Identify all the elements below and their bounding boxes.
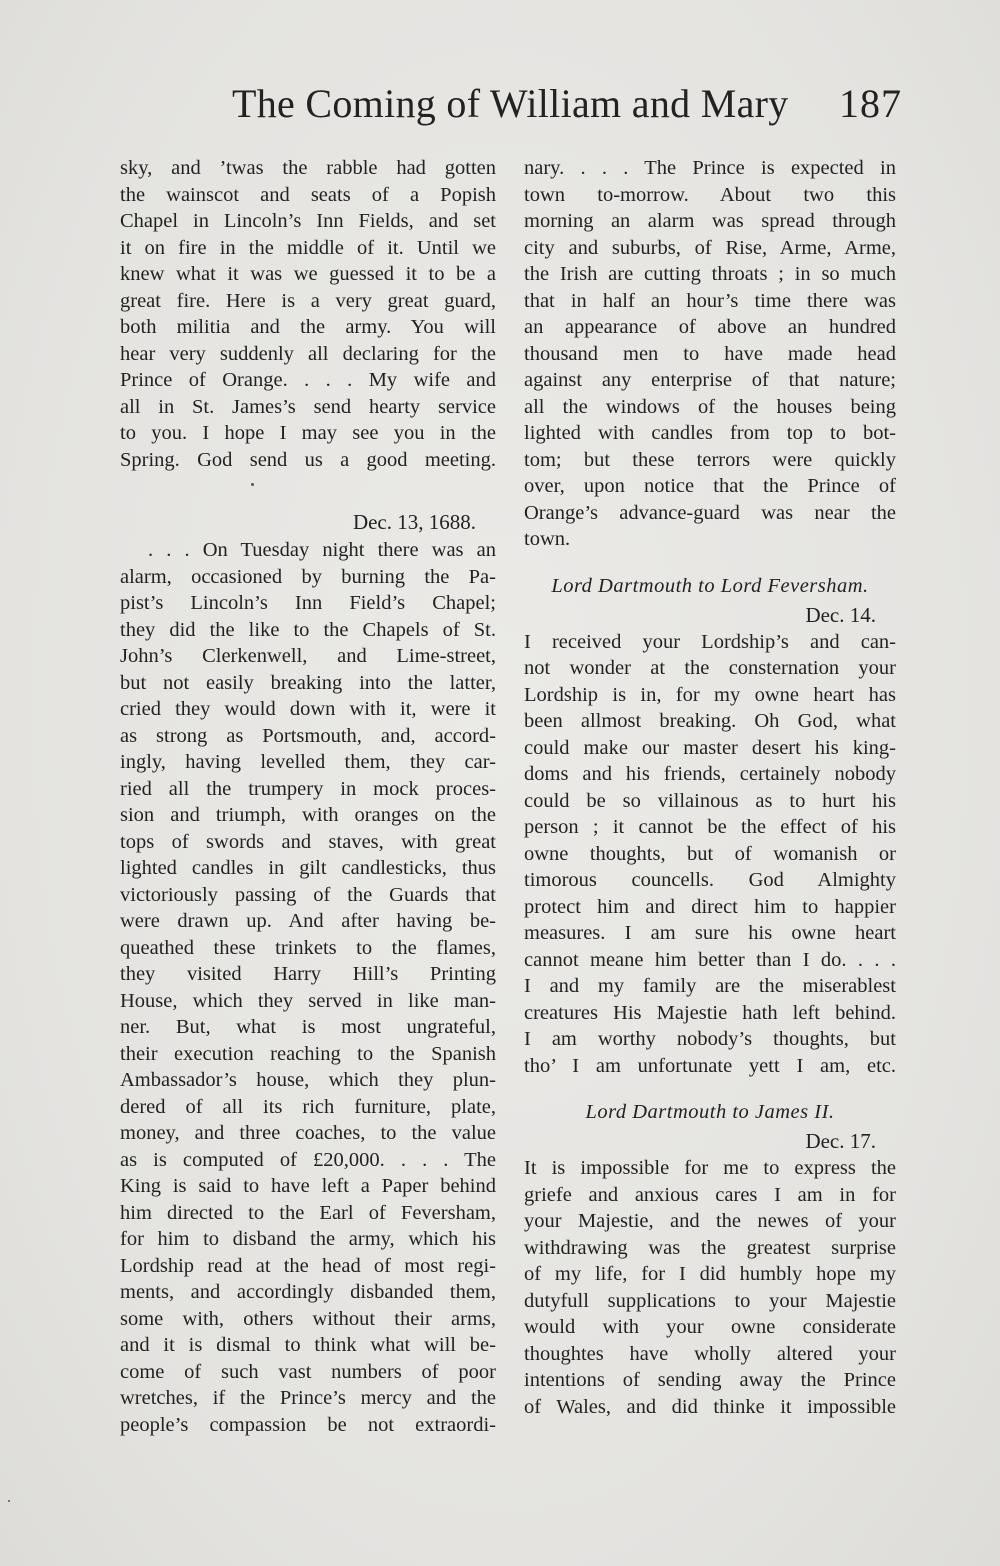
text-line: town. bbox=[524, 528, 571, 550]
letter-date: Dec. 13, 1688. bbox=[352, 510, 476, 534]
text-line: for him to disband the army, which his bbox=[120, 1228, 496, 1250]
running-head bbox=[232, 80, 902, 140]
text-line: of Wales, and did thinke it impossible bbox=[524, 1395, 896, 1418]
text-line: been allmost breaking. Oh God, what bbox=[524, 710, 896, 732]
text-line: but not easily breaking into the latter, bbox=[120, 671, 496, 694]
text-line: thousand men to have made head bbox=[524, 342, 896, 365]
text-line: would with your owne considerate bbox=[524, 1316, 896, 1338]
text-line: could make our master desert his king- bbox=[524, 736, 896, 759]
text-line: dered of all its rich furniture, plate, bbox=[120, 1095, 496, 1118]
text-line: both militia and the army. You will bbox=[120, 316, 496, 338]
text-line: cannot meane him better than I do. . . . bbox=[524, 948, 896, 971]
chapter-title: The Coming of William and Mary bbox=[232, 81, 789, 126]
section-gap bbox=[524, 553, 896, 571]
text-line: tho’ I am unfortunate yett I am, etc. bbox=[524, 1054, 896, 1077]
text-line: town to-morrow. About two this bbox=[524, 183, 896, 206]
text-line: city and suburbs, of Rise, Arme, Arme, bbox=[524, 236, 896, 259]
text-line: tom; but these terrors were quickly bbox=[524, 448, 896, 471]
text-line: Prince of Orange. . . . My wife and bbox=[120, 369, 496, 391]
text-line: creatures His Majestie hath left behind. bbox=[524, 1001, 896, 1024]
text-line: could be so villainous as to hurt his bbox=[524, 789, 896, 812]
letter-heading-dartmouth-james: Lord Dartmouth to James II. bbox=[585, 1101, 835, 1123]
text-line: come of such vast numbers of poor bbox=[120, 1360, 496, 1383]
page-number: 187 bbox=[839, 81, 902, 126]
text-line: Spring. God send us a good meeting. bbox=[120, 448, 496, 471]
text-line: wretches, if the Prince’s mercy and the bbox=[120, 1387, 496, 1409]
text-line: were drawn up. And after having be- bbox=[120, 910, 496, 932]
text-line: timorous councells. God Almighty bbox=[524, 869, 896, 891]
text-line: hear very suddenly all declaring for the bbox=[120, 342, 496, 365]
letter-continuation-paragraph bbox=[120, 155, 496, 473]
section-gap bbox=[524, 1079, 896, 1097]
text-line: . . . On Tuesday night there was an bbox=[148, 539, 496, 561]
text-line: an appearance of above an hundred bbox=[524, 316, 896, 338]
text-line: great fire. Here is a very great guard, bbox=[120, 289, 496, 312]
text-line: ried all the trumpery in mock proces- bbox=[120, 777, 496, 800]
text-line: protect him and direct him to happier bbox=[524, 895, 896, 918]
text-line: griefe and anxious cares I am in for bbox=[524, 1183, 896, 1206]
text-line: alarm, occasioned by burning the Pa- bbox=[120, 565, 496, 588]
text-line: ner. But, what is most ungrateful, bbox=[120, 1016, 496, 1038]
text-line: all the windows of the houses being bbox=[524, 395, 896, 418]
letter-body-feversham bbox=[524, 629, 896, 1080]
text-line: John’s Clerkenwell, and Lime-street, bbox=[120, 645, 496, 667]
text-line: ments, and accordingly disbanded them, bbox=[120, 1281, 496, 1303]
text-line: Orange’s advance-guard was near the bbox=[524, 501, 896, 524]
text-line: lighted with candles from top to bot- bbox=[524, 422, 896, 444]
text-line: some with, others without their arms, bbox=[120, 1307, 496, 1330]
text-line: dutyfull supplications to your Majestie bbox=[524, 1289, 896, 1312]
section-gap bbox=[120, 473, 496, 507]
text-line: the Irish are cutting throats ; in so much bbox=[524, 263, 896, 285]
text-line: sion and triumph, with oranges on the bbox=[120, 804, 496, 826]
text-line: they visited Harry Hill’s Printing bbox=[120, 963, 496, 985]
letter-paragraph bbox=[120, 537, 496, 1438]
text-line: nary. . . . The Prince is expected in bbox=[524, 157, 896, 179]
letter-heading-dartmouth-feversham: Lord Dartmouth to Lord Feversham. bbox=[551, 574, 869, 597]
text-line: thoughtes have wholly altered your bbox=[524, 1342, 896, 1365]
letter-body-james bbox=[524, 1155, 896, 1420]
text-line: victoriously passing of the Guards that bbox=[120, 883, 496, 906]
text-line: of my life, for I did humbly hope my bbox=[524, 1263, 896, 1285]
text-line: that in half an hour’s time there was bbox=[524, 289, 896, 312]
text-line: the wainscot and seats of a Popish bbox=[120, 183, 496, 206]
text-line: person ; it cannot be the effect of his bbox=[524, 816, 896, 838]
text-line: him directed to the Earl of Feversham, bbox=[120, 1201, 496, 1224]
text-line: and it is dismal to think what will be- bbox=[120, 1334, 496, 1356]
text-line: cried they would down with it, were it bbox=[120, 698, 496, 720]
text-line: King is said to have left a Paper behind bbox=[120, 1175, 496, 1197]
text-line: Ambassador’s house, which they plun- bbox=[120, 1069, 496, 1091]
text-line: as is computed of £20,000. . . . The bbox=[120, 1148, 496, 1171]
text-line: people’s compassion be not extraordi- bbox=[120, 1413, 496, 1436]
text-line: Chapel in Lincoln’s Inn Fields, and set bbox=[120, 210, 496, 232]
text-line: measures. I am sure his owne heart bbox=[524, 922, 896, 944]
text-line: morning an alarm was spread through bbox=[524, 210, 896, 232]
text-line: pist’s Lincoln’s Inn Field’s Chapel; bbox=[120, 592, 496, 614]
text-line: queathed these trinkets to the flames, bbox=[120, 936, 496, 959]
text-line: money, and three coaches, to the value bbox=[120, 1122, 496, 1144]
text-line: not wonder at the consternation your bbox=[524, 657, 896, 679]
text-line: Lordship is in, for my owne heart has bbox=[524, 683, 896, 706]
text-line: against any enterprise of that nature; bbox=[524, 369, 896, 391]
text-line: I am worthy nobody’s thoughts, but bbox=[524, 1028, 896, 1050]
text-line: tops of swords and staves, with great bbox=[120, 830, 496, 853]
text-line: their execution reaching to the Spanish bbox=[120, 1042, 496, 1065]
right-column bbox=[524, 155, 896, 1420]
text-line: withdrawing was the greatest surprise bbox=[524, 1236, 896, 1259]
paper-speck bbox=[8, 1500, 10, 1502]
text-line: they did the like to the Chapels of St. bbox=[120, 618, 496, 641]
text-line: doms and his friends, certainely nobody bbox=[524, 763, 896, 785]
letter-date: Dec. 14. bbox=[805, 602, 876, 627]
left-column bbox=[120, 155, 496, 1438]
letter-date: Dec. 17. bbox=[805, 1129, 876, 1153]
text-line: it on fire in the middle of it. Until we bbox=[120, 236, 496, 259]
text-line: to you. I hope I may see you in the bbox=[120, 422, 496, 444]
text-line: all in St. James’s send hearty service bbox=[120, 395, 496, 418]
text-line: your Majestie, and the newes of your bbox=[524, 1210, 896, 1232]
text-line: Lordship read at the head of most regi- bbox=[120, 1254, 496, 1277]
text-line: I received your Lordship’s and can- bbox=[524, 630, 896, 653]
text-line: over, upon notice that the Prince of bbox=[524, 475, 896, 497]
text-line: owne thoughts, but of womanish or bbox=[524, 842, 896, 865]
text-line: It is impossible for me to express the bbox=[524, 1157, 896, 1179]
text-line: House, which they served in like man- bbox=[120, 989, 496, 1012]
letter-paragraph-continued bbox=[524, 155, 896, 553]
text-line: lighted candles in gilt candlesticks, thus bbox=[120, 857, 496, 879]
text-line: I and my family are the miserablest bbox=[524, 975, 896, 997]
text-line: knew what it was we guessed it to be a bbox=[120, 263, 496, 285]
text-line: as strong as Portsmouth, and, accord- bbox=[120, 724, 496, 747]
text-line: ingly, having levelled them, they car- bbox=[120, 751, 496, 773]
paper-speck bbox=[251, 483, 254, 486]
text-line: intentions of sending away the Prince bbox=[524, 1369, 896, 1391]
text-line: sky, and ’twas the rabble had gotten bbox=[120, 157, 496, 179]
